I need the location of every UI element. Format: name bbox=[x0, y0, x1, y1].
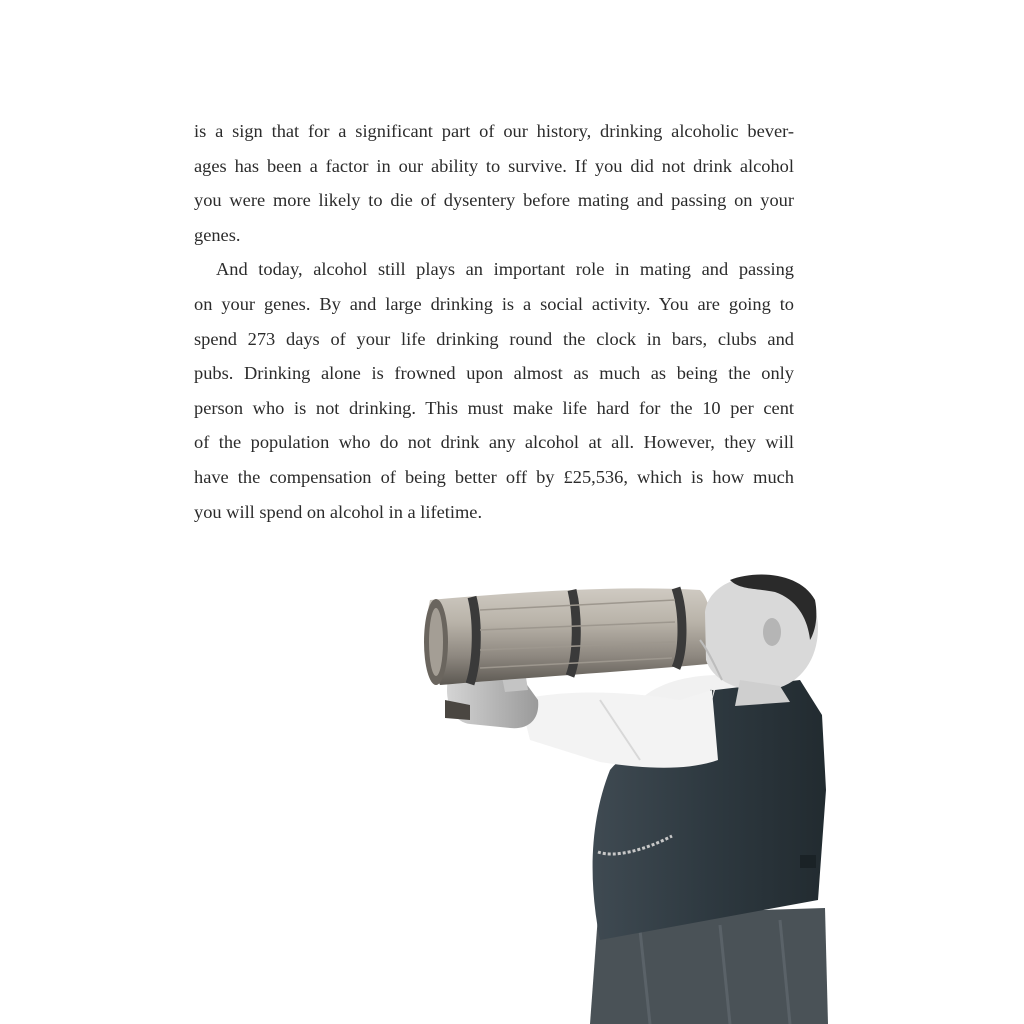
text-line: person who is not drinking. This must make life hard for the 10 per cent bbox=[194, 397, 794, 418]
text-line: you will spend on alcohol in a lifetime. bbox=[194, 501, 483, 522]
text-line: pubs. Drinking alone is frowned upon almost as much as being the only bbox=[194, 363, 794, 384]
man-drinking-from-barrel-photo bbox=[415, 565, 835, 1024]
text-line: have the compensation of being better off by £25,536, which is how much bbox=[194, 466, 794, 487]
text-line: of the population who do not drink any alcohol at all. However, they will bbox=[194, 432, 794, 453]
paragraph-2 bbox=[194, 252, 794, 529]
text-line: ages has been a factor in our ability to survive. If you did not drink alcohol bbox=[194, 155, 794, 176]
text-line: you were more likely to die of dysentery before mating and passing on your bbox=[194, 190, 794, 211]
text-line: And today, alcohol still plays an important role in mating and passing bbox=[216, 259, 794, 280]
text-line: is a sign that for a significant part of our history, drinking alcoholic bever- bbox=[194, 121, 794, 141]
text-line: on your genes. By and large drinking is a social activity. You are going to bbox=[194, 293, 794, 314]
body-text bbox=[194, 114, 794, 529]
text-line: genes. bbox=[194, 224, 241, 245]
paragraph-1 bbox=[194, 114, 794, 252]
text-line: spend 273 days of your life drinking round the clock in bars, clubs and bbox=[194, 328, 794, 349]
